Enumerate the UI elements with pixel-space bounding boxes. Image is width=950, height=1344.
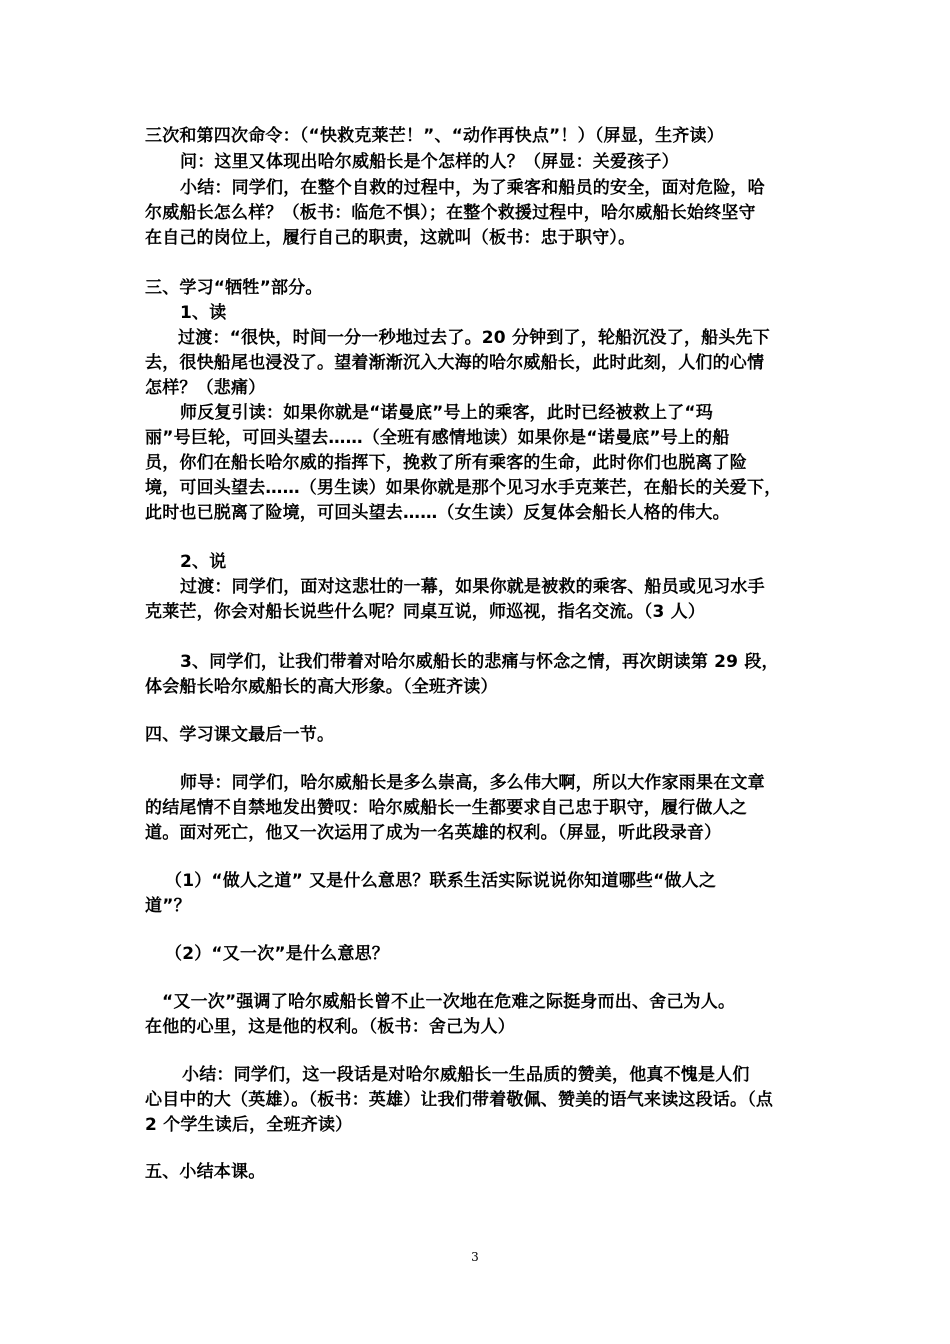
text-line: 小结：同学们，这一段话是对哈尔威船长一生品质的赞美，他真不愧是人们 — [182, 1065, 750, 1085]
text-line: 道”？ — [145, 896, 191, 916]
text-line: 问：这里又体现出哈尔威船长是个怎样的人？（屏显：关爱孩子） — [180, 152, 679, 172]
text-line: 心目中的大（英雄）。（板书：英雄）让我们带着敬佩、赞美的语气来读这段话。（点 — [145, 1090, 774, 1110]
text-line: 小结：同学们，在整个自救的过程中，为了乘客和船员的安全，面对危险，哈 — [180, 178, 765, 198]
text-line: 去，很快船尾也浸没了。望着渐渐沉入大海的哈尔威船长，此时此刻，人们的心情 — [145, 353, 765, 373]
text-line: 在自己的岗位上，履行自己的职责，这就叫（板书：忠于职守）。 — [145, 228, 636, 248]
text-line: 过渡：“很快，时间一分一秒地过去了。20 分钟到了，轮船沉没了，船头先下 — [178, 328, 770, 348]
text-line: 3、同学们，让我们带着对哈尔威船长的悲痛与怀念之情，再次朗读第 29 段， — [180, 652, 779, 672]
text-line: 丽”号巨轮，可回头望去……（全班有感情地读）如果你是“诺曼底”号上的船 — [145, 428, 730, 448]
text-line: 境，可回头望去……（男生读）如果你就是那个见习水手克莱芒，在船长的关爱下， — [145, 478, 782, 498]
text-line: “又一次”强调了哈尔威船长曾不止一次地在危难之际挺身而出、舍己为人。 — [162, 992, 736, 1012]
text-line: 此时也已脱离了险境，可回头望去……（女生读）反复体会船长人格的伟大。 — [145, 503, 730, 523]
subsection-heading: 2、说 — [180, 552, 227, 572]
text-line: 师导：同学们，哈尔威船长是多么崇高，多么伟大啊，所以大作家雨果在文章 — [180, 773, 765, 793]
text-line: 体会船长哈尔威船长的高大形象。（全班齐读） — [145, 677, 498, 697]
text-line: 克莱芒，你会对船长说些什么呢？同桌互说，师巡视，指名交流。（3 人） — [145, 602, 706, 622]
section-heading: 五、小结本课。 — [145, 1162, 266, 1182]
section-heading: 四、学习课文最后一节。 — [145, 725, 335, 745]
text-line: 在他的心里，这是他的权利。（板书：舍己为人） — [145, 1017, 515, 1037]
text-line: 员，你们在船长哈尔威的指挥下，挽救了所有乘客的生命，此时你们也脱离了险 — [145, 453, 747, 473]
text-line: （2）“又一次”是什么意思？ — [165, 944, 389, 964]
text-line: （1）“做人之道” 又是什么意思？联系生活实际说说你知道哪些“做人之 — [165, 871, 717, 891]
text-line: 过渡：同学们，面对这悲壮的一幕，如果你就是被救的乘客、船员或见习水手 — [180, 577, 765, 597]
text-line: 三次和第四次命令：（“快救克莱芒！”、“动作再快点”！）（屏显，生齐读） — [145, 126, 724, 146]
text-line: 道。面对死亡，他又一次运用了成为一名英雄的权利。（屏显，听此段录音） — [145, 823, 722, 843]
text-line: 怎样？（悲痛） — [145, 378, 266, 398]
section-heading: 三、学习“牺牲”部分。 — [145, 278, 323, 298]
text-line: 2 个学生读后，全班齐读） — [145, 1115, 353, 1135]
page-number: 3 — [471, 1250, 479, 1264]
subsection-heading: 1、读 — [180, 303, 227, 323]
text-line: 的结尾情不自禁地发出赞叹：哈尔威船长一生都要求自己忠于职守，履行做人之 — [145, 798, 747, 818]
text-line: 尔威船长怎么样？（板书：临危不惧）；在整个救援过程中，哈尔威船长始终坚守 — [145, 203, 756, 223]
text-line: 师反复引读：如果你就是“诺曼底”号上的乘客，此时已经被救上了“玛 — [180, 403, 713, 423]
